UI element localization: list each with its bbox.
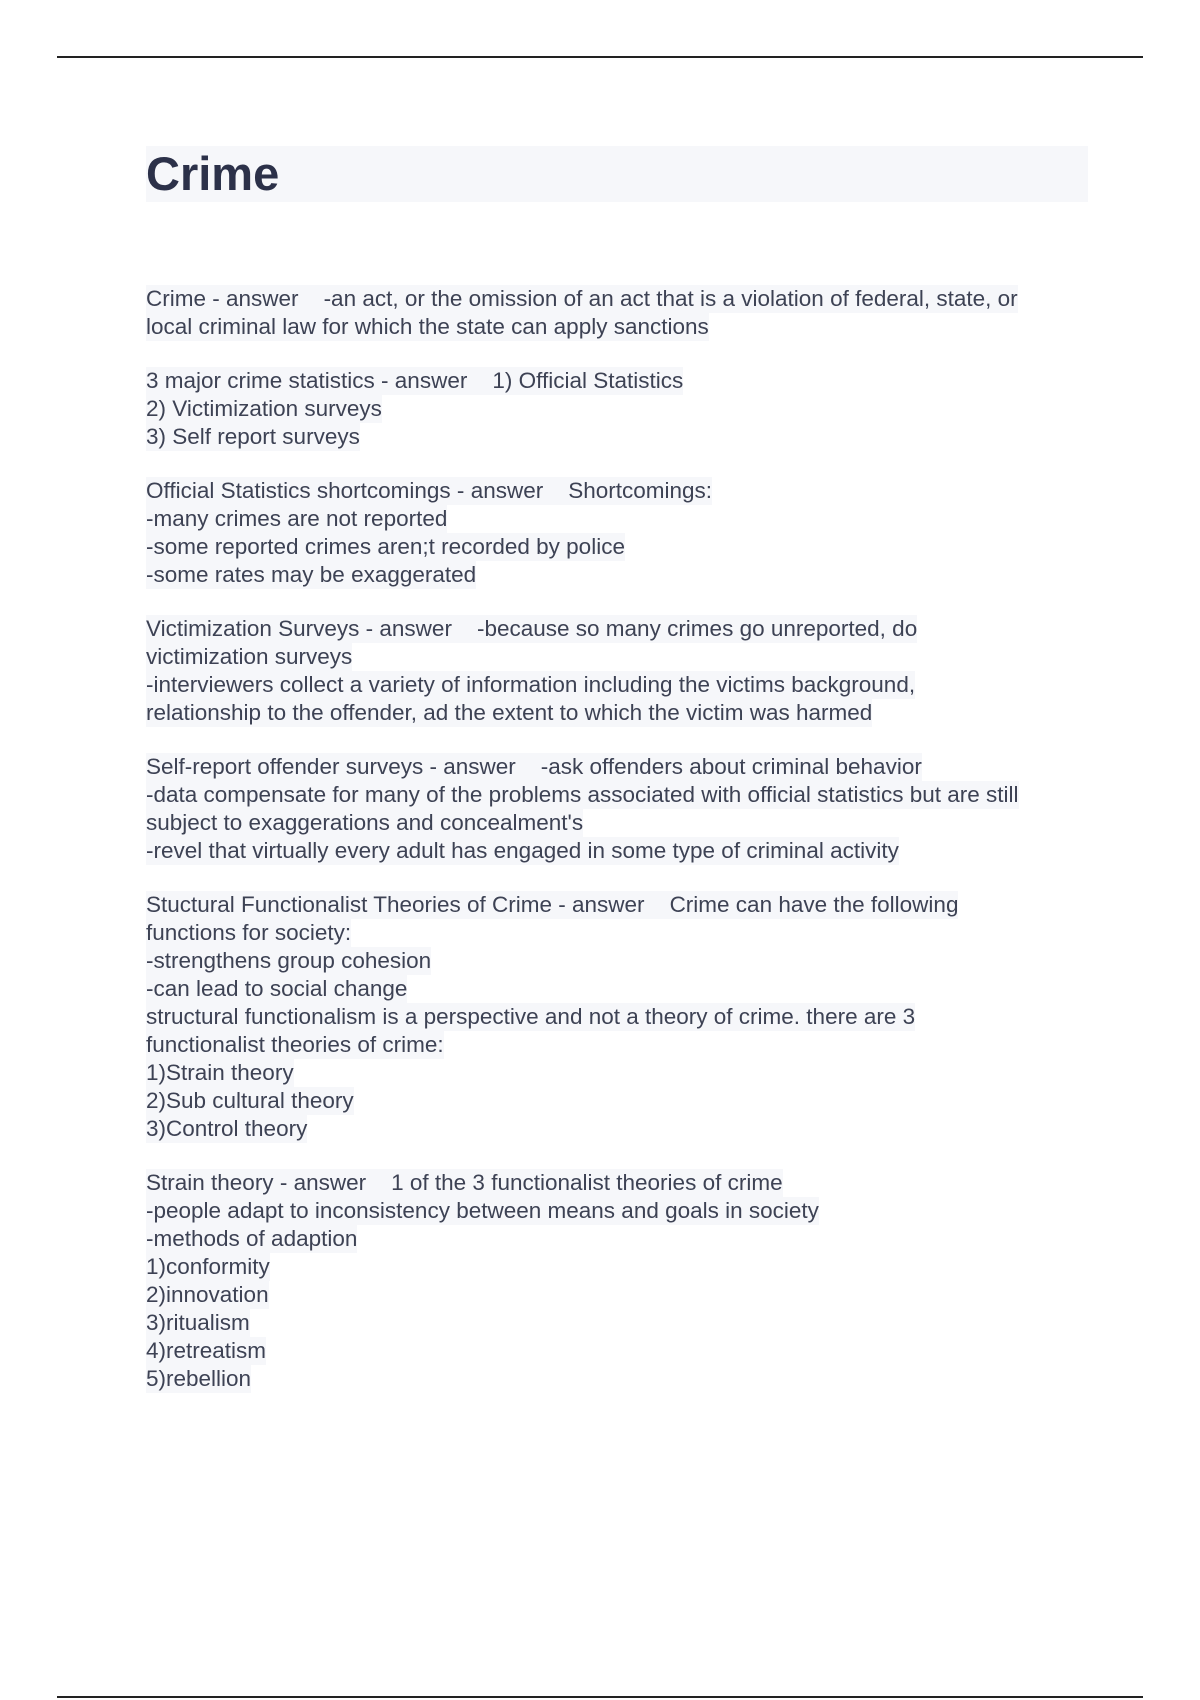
entry-answer-line: local criminal law for which the state can apply sanctions (146, 314, 709, 339)
entry-answer-line: -methods of adaption (146, 1226, 358, 1251)
entry-answer-line: relationship to the offender, ad the extent to which the victim was harmed (146, 700, 873, 725)
entry-answer-line: 1)conformity (146, 1254, 270, 1279)
entry-term: 3 major crime statistics - (146, 368, 395, 393)
bottom-rule (57, 1696, 1143, 1698)
entry-answer-line: 4)retreatism (146, 1338, 267, 1363)
flashcard-entry (146, 477, 1096, 589)
entry-first-line (146, 477, 712, 505)
entry-answer-line: 1)Strain theory (146, 1060, 294, 1085)
entry-first-line (146, 1169, 783, 1197)
entry-answer-start: Crime can have the following (669, 892, 959, 917)
answer-label: answer (470, 478, 544, 503)
entry-answer-start: -because so many crimes go unreported, do (476, 616, 918, 641)
answer-label: answer (572, 892, 645, 917)
entry-answer-line: 2)Sub cultural theory (146, 1088, 354, 1113)
entry-term: Stuctural Functionalist Theories of Crime - (146, 892, 572, 917)
entry-answer-line: structural functionalism is a perspective and not a theory of crime. there are 3 (146, 1004, 916, 1029)
entry-answer-line: -data compensate for many of the problems associated with official statistics but are still (146, 782, 1019, 807)
entry-first-line (146, 753, 922, 781)
entry-first-line (146, 367, 683, 395)
flashcard-entry (146, 367, 1096, 451)
entry-answer-line: functions for society: (146, 920, 352, 945)
entry-first-line (146, 891, 958, 919)
entry-answer-line: 3)ritualism (146, 1310, 250, 1335)
entry-answer-start: 1 of the 3 functionalist theories of crime (391, 1170, 783, 1195)
answer-label: answer (293, 1170, 367, 1195)
entry-answer-line: -interviewers collect a variety of information including the victims background, (146, 672, 916, 697)
entry-term: Self-report offender surveys - (146, 754, 444, 779)
flashcard-entry (146, 1169, 1096, 1393)
entry-answer-line: victimization surveys (146, 644, 353, 669)
entry-term: Victimization Surveys - (146, 616, 380, 641)
top-rule (57, 56, 1143, 58)
answer-label: answer (394, 368, 468, 393)
title-band (146, 146, 1088, 202)
entry-answer-line: -some rates may be exaggerated (146, 562, 477, 587)
entry-answer-line: -revel that virtually every adult has engaged in some type of criminal activity (146, 838, 899, 863)
flashcard-entry (146, 891, 1096, 1143)
answer-label: answer (443, 754, 516, 779)
answer-label: answer (226, 286, 299, 311)
entry-answer-line: -some reported crimes aren;t recorded by police (146, 534, 625, 559)
flashcard-list (146, 285, 1096, 1419)
entry-answer-line: 3)Control theory (146, 1116, 308, 1141)
entry-answer-start: Shortcomings: (568, 478, 713, 503)
entry-answer-line: -strengthens group cohesion (146, 948, 432, 973)
flashcard-entry (146, 285, 1096, 341)
entry-answer-start: -an act, or the omission of an act that is a violation of federal, state, or (323, 286, 1018, 311)
flashcard-entry (146, 753, 1096, 865)
answer-label: answer (379, 616, 452, 641)
entry-term: Official Statistics shortcomings - (146, 478, 471, 503)
entry-term: Crime - (146, 286, 226, 311)
entry-answer-line: -many crimes are not reported (146, 506, 448, 531)
entry-answer-line: subject to exaggerations and concealment's (146, 810, 584, 835)
entry-answer-line: 5)rebellion (146, 1366, 252, 1391)
flashcard-entry (146, 615, 1096, 727)
entry-answer-line: -can lead to social change (146, 976, 408, 1001)
entry-answer-line: -people adapt to inconsistency between means and goals in society (146, 1198, 819, 1223)
entry-first-line (146, 285, 1018, 313)
entry-answer-line: functionalist theories of crime: (146, 1032, 444, 1057)
entry-answer-start: 1) Official Statistics (492, 368, 684, 393)
entry-term: Strain theory - (146, 1170, 294, 1195)
entry-answer-line: 2)innovation (146, 1282, 269, 1307)
page-title: Crime (146, 147, 280, 200)
entry-answer-line: 3) Self report surveys (146, 424, 360, 449)
entry-answer-start: -ask offenders about criminal behavior (540, 754, 922, 779)
entry-answer-line: 2) Victimization surveys (146, 396, 382, 421)
entry-first-line (146, 615, 917, 643)
